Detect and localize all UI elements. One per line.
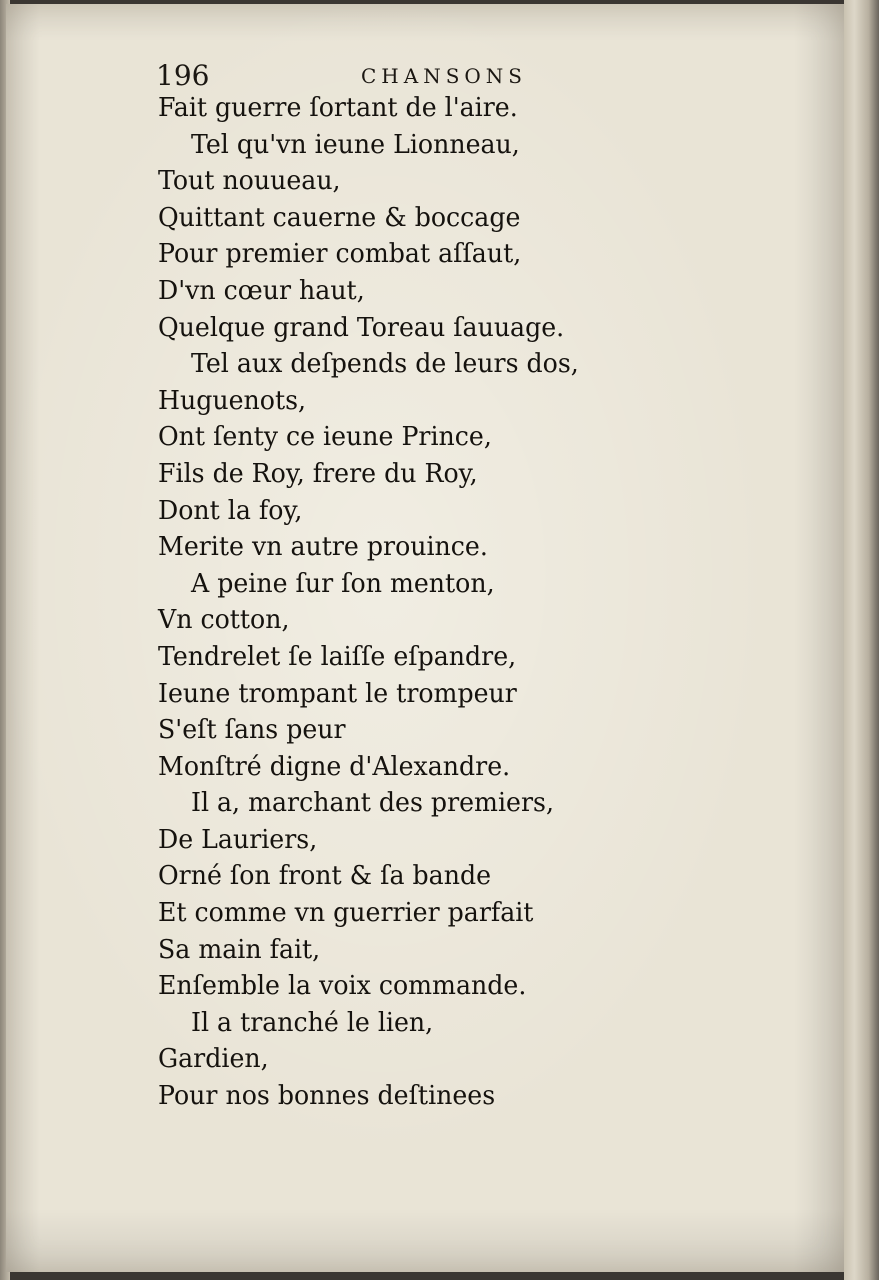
verse-line: De Lauriers, [158,824,318,855]
verse-line: Ont ſenty ce ieune Prince, [158,422,492,453]
next-page-edge [844,0,879,1280]
verse-line: Gardien, [158,1044,269,1075]
verse-line: Merite vn autre prouince. [158,532,488,563]
page-number: 196 [156,59,210,92]
verse-line: Quittant cauerne & boccage [158,202,521,233]
verse-line: Ieune trompant le trompeur [158,678,517,709]
verse-line: Pour nos bonnes deſtinees [158,1081,496,1112]
verse-line: Enſemble la voix commande. [158,971,527,1002]
verse-line: Et comme vn guerrier parfait [158,898,534,929]
verse-line: Fils de Roy, frere du Roy, [158,458,478,489]
verse-line: D'vn cœur haut, [158,275,365,306]
verse-line: Orné ſon front & ſa bande [158,861,492,892]
verse-line: Sa main fait, [158,934,321,965]
verse-line: Quelque grand Toreau ſauuage. [158,312,565,343]
verse-line: Fait guerre ſortant de l'aire. [158,93,518,123]
verse-line: Dont la foy, [158,495,303,526]
verse-line: Il a, marchant des premiers, [190,788,554,819]
verse-line: Huguenots, [158,385,307,416]
verse-line: A peine ſur ſon menton, [190,568,495,599]
running-title: CHANSONS [361,64,527,88]
verse-line: Vn cotton, [158,605,290,636]
verse-line: Tout nouueau, [158,166,341,197]
verse-line: Tel aux deſpends de leurs dos, [190,349,579,380]
verse-line: Pour premier combat aſſaut, [158,239,522,270]
verse-line: Tel qu'vn ieune Lionneau, [190,129,520,160]
verse-line: Il a tranché le lien, [190,1007,434,1038]
verse-line: S'eſt ſans peur [158,715,346,746]
verse-text [158,90,758,1115]
book-page [6,4,844,1272]
verse-line: Tendrelet ſe laiſſe eſpandre, [158,641,517,672]
verse-line: Monſtré digne d'Alexandre. [158,751,511,782]
